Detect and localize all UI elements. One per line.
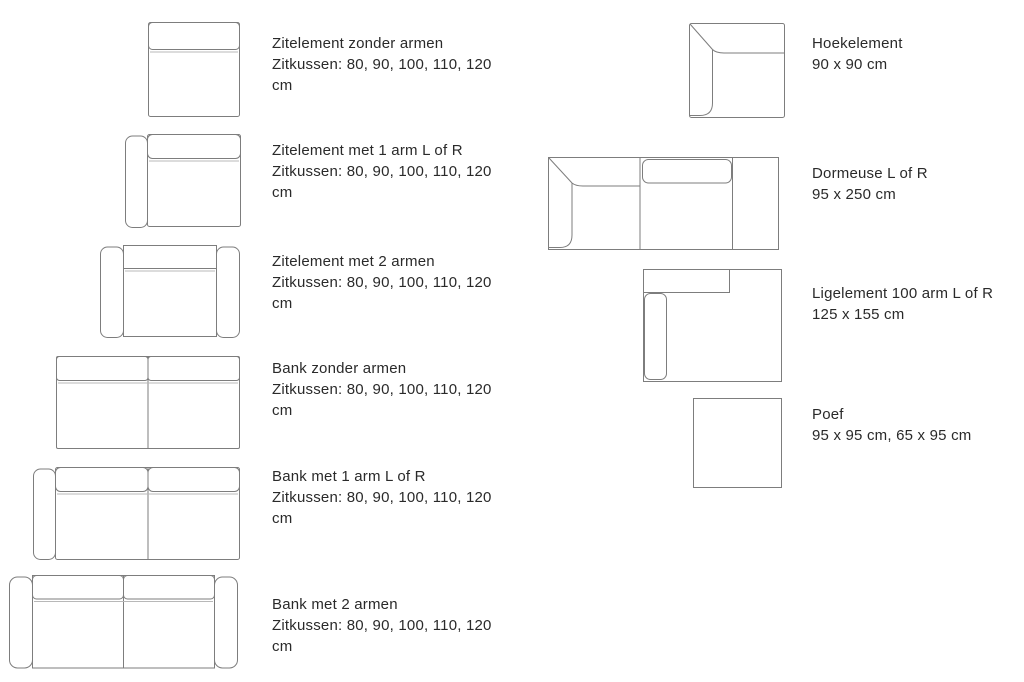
hoekelement-drawing — [689, 23, 785, 118]
module-spec-line: Zitkussen: 80, 90, 100, 110, 120 — [272, 381, 492, 398]
module-title: Zitelement met 2 armen — [272, 253, 435, 270]
zitelement-zonder-armen-drawing — [148, 22, 240, 117]
module-spec-line: cm — [272, 638, 293, 655]
module-spec-line: cm — [272, 295, 293, 312]
module-spec-line: cm — [272, 402, 293, 419]
module-title: Poef — [812, 406, 844, 423]
module-spec-line: 95 x 95 cm, 65 x 95 cm — [812, 427, 972, 444]
module-title: Dormeuse L of R — [812, 165, 928, 182]
module-label — [272, 33, 492, 96]
module-spec-line: cm — [272, 77, 293, 94]
module-spec-line: 125 x 155 cm — [812, 306, 905, 323]
module-title: Ligelement 100 arm L of R — [812, 285, 994, 302]
module-spec-line: cm — [272, 184, 293, 201]
module-label — [272, 140, 492, 203]
module-spec-line: Zitkussen: 80, 90, 100, 110, 120 — [272, 617, 492, 634]
module-spec-line: Zitkussen: 80, 90, 100, 110, 120 — [272, 489, 492, 506]
module-label — [272, 594, 492, 657]
module-label — [272, 251, 492, 314]
module-spec-line: 95 x 250 cm — [812, 186, 896, 203]
module-title: Bank zonder armen — [272, 360, 407, 377]
bank-met-2-armen-drawing — [9, 575, 238, 669]
module-title: Zitelement zonder armen — [272, 35, 444, 52]
dormeuse-drawing — [548, 157, 779, 250]
poef-drawing — [693, 398, 782, 488]
bank-met-1-arm-drawing — [33, 467, 240, 560]
module-label — [812, 404, 971, 446]
ligelement-drawing — [643, 269, 782, 382]
module-spec-line: Zitkussen: 80, 90, 100, 110, 120 — [272, 274, 492, 291]
module-label — [272, 358, 492, 421]
module-label — [812, 33, 903, 75]
module-label — [272, 466, 492, 529]
module-spec-line: 90 x 90 cm — [812, 56, 888, 73]
module-spec-line: Zitkussen: 80, 90, 100, 110, 120 — [272, 56, 492, 73]
module-spec-line: Zitkussen: 80, 90, 100, 110, 120 — [272, 163, 492, 180]
module-label — [812, 283, 993, 325]
module-title: Bank met 2 armen — [272, 596, 398, 613]
module-title: Zitelement met 1 arm L of R — [272, 142, 463, 159]
zitelement-met-1-arm-drawing — [125, 134, 241, 228]
module-title: Hoekelement — [812, 35, 903, 52]
module-spec-line: cm — [272, 510, 293, 527]
module-title: Bank met 1 arm L of R — [272, 468, 426, 485]
zitelement-met-2-armen-drawing — [100, 245, 240, 338]
bank-zonder-armen-drawing — [56, 356, 240, 449]
module-label — [812, 163, 928, 205]
